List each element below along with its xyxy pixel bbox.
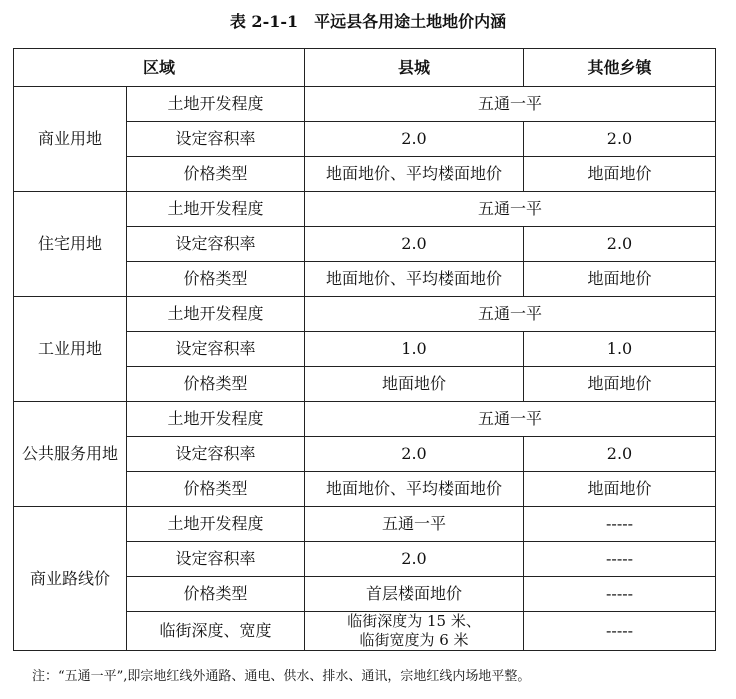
row-label: 设定容积率: [127, 437, 305, 472]
row-label: 价格类型: [127, 367, 305, 402]
row-label: 设定容积率: [127, 332, 305, 367]
row-label: 设定容积率: [127, 227, 305, 262]
county-value: 五通一平: [305, 507, 524, 542]
county-value: 首层楼面地价: [305, 577, 524, 612]
county-value: [305, 612, 524, 651]
other-value: 地面地价: [524, 472, 716, 507]
row-label: 土地开发程度: [127, 507, 305, 542]
other-value: 地面地价: [524, 367, 716, 402]
merged-value: 五通一平: [305, 87, 716, 122]
table-row: [14, 87, 716, 122]
other-value: 地面地价: [524, 157, 716, 192]
other-value: -----: [524, 507, 716, 542]
land-price-table: [13, 48, 716, 651]
region-commercial-route-price: 商业路线价: [14, 507, 127, 651]
county-value: 2.0: [305, 122, 524, 157]
county-value: 地面地价、平均楼面地价: [305, 472, 524, 507]
county-value: 地面地价: [305, 367, 524, 402]
county-value: 地面地价、平均楼面地价: [305, 157, 524, 192]
region-public-service: 公共服务用地: [14, 402, 127, 507]
frontage-width-text: 临街宽度为 6 米: [359, 630, 469, 649]
other-value: -----: [524, 612, 716, 651]
other-value: 地面地价: [524, 262, 716, 297]
row-label: 土地开发程度: [127, 192, 305, 227]
other-value: 1.0: [524, 332, 716, 367]
table-number: 表 2-1-1: [229, 11, 299, 31]
table-row: [14, 192, 716, 227]
row-label: 土地开发程度: [127, 297, 305, 332]
other-value: 2.0: [524, 227, 716, 262]
table-row: [14, 297, 716, 332]
other-value: -----: [524, 542, 716, 577]
other-value: -----: [524, 577, 716, 612]
table-title: [0, 4, 736, 36]
region-industrial: 工业用地: [14, 297, 127, 402]
header-row: [14, 49, 716, 87]
county-value: 地面地价、平均楼面地价: [305, 262, 524, 297]
county-value: 2.0: [305, 437, 524, 472]
merged-value: 五通一平: [305, 297, 716, 332]
header-county: 县城: [305, 49, 524, 87]
merged-value: 五通一平: [305, 192, 716, 227]
other-value: 2.0: [524, 122, 716, 157]
county-value: 2.0: [305, 542, 524, 577]
footnote: 注：“五通一平”,即宗地红线外通路、通电、供水、排水、通讯，宗地红线内场地平整。: [32, 669, 531, 684]
row-label: 土地开发程度: [127, 87, 305, 122]
row-label: 土地开发程度: [127, 402, 305, 437]
county-value: 2.0: [305, 227, 524, 262]
county-value: 1.0: [305, 332, 524, 367]
table-row: [14, 507, 716, 542]
other-value: 2.0: [524, 437, 716, 472]
row-label: 价格类型: [127, 472, 305, 507]
header-region: 区域: [14, 49, 305, 87]
row-label: 设定容积率: [127, 542, 305, 577]
header-other: 其他乡镇: [524, 49, 716, 87]
row-label: 价格类型: [127, 157, 305, 192]
row-label: 临街深度、宽度: [127, 612, 305, 651]
row-label: 价格类型: [127, 262, 305, 297]
region-residential: 住宅用地: [14, 192, 127, 297]
row-label: 设定容积率: [127, 122, 305, 157]
region-commercial: 商业用地: [14, 87, 127, 192]
frontage-depth-text: 临街深度为 15 米、: [347, 612, 481, 630]
merged-value: 五通一平: [305, 402, 716, 437]
table-row: [14, 402, 716, 437]
table-caption: 平远县各用途土地地价内涵: [314, 11, 507, 31]
row-label: 价格类型: [127, 577, 305, 612]
